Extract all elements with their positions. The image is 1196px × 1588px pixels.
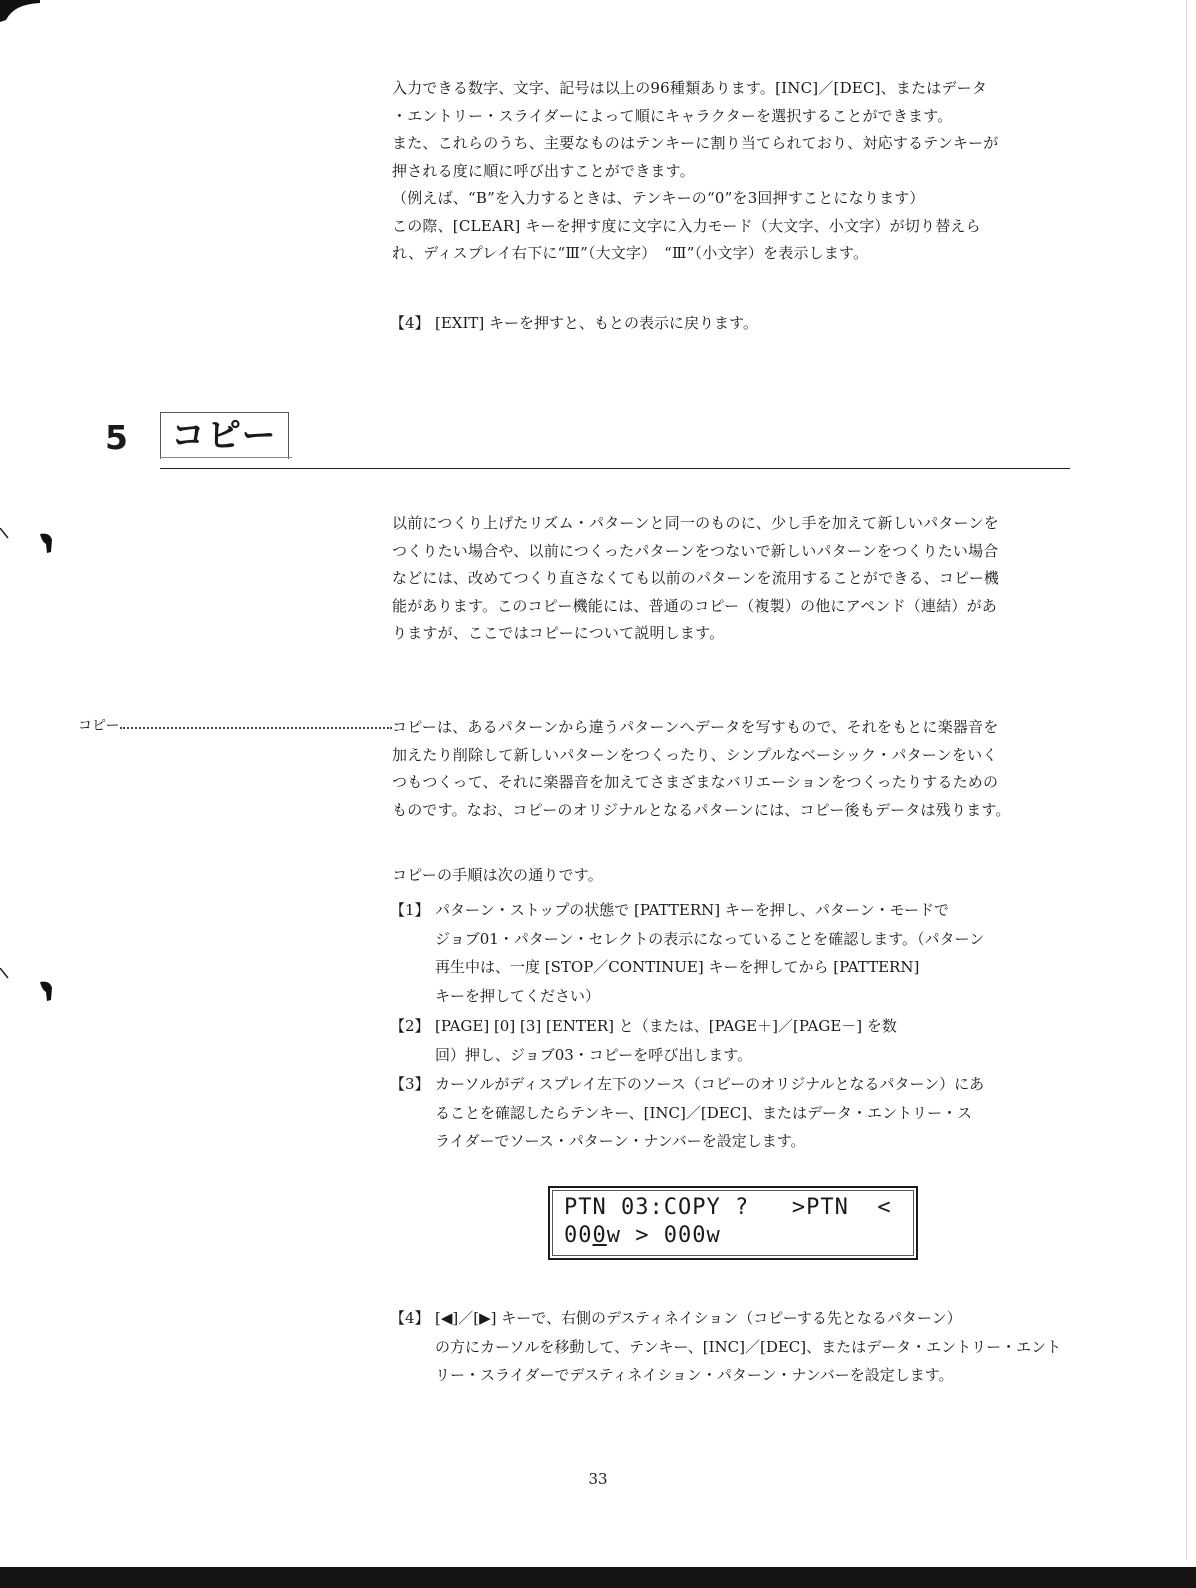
step-line: ジョブ01・パターン・セレクトの表示になっていることを確認します。（パターン (435, 929, 985, 948)
step-number: 【2】 (390, 1017, 430, 1035)
binder-hole-mark (38, 532, 54, 554)
lcd-display (548, 1186, 918, 1260)
step-line: リー・スライダーでデスティネイション・パターン・ナンバーを設定します。 (435, 1366, 954, 1384)
overview-paragraph (392, 510, 1072, 648)
binder-hole-mark (38, 980, 54, 1002)
page-number: 33 (588, 1470, 608, 1488)
text-line: りますが、ここではコピーについて説明します。 (392, 624, 725, 642)
text-line: コピーは、あるパターンから違うパターンへデータを写すもので、それをもとに楽器音を (392, 718, 999, 736)
scan-edge-line (1186, 0, 1187, 1560)
lcd-source-digits: 00 (564, 1223, 593, 1248)
title-underline (160, 457, 292, 458)
text-line: などには、改めてつくり直さなくても以前のパターンを流用することができる、コピー機 (392, 569, 1000, 587)
step-number: 【4】 (390, 314, 430, 332)
procedure-step-2 (390, 1012, 1080, 1069)
procedure-step-1 (390, 896, 1080, 1010)
scan-bottom-band (0, 1567, 1196, 1588)
copy-note-paragraph (392, 714, 1072, 824)
text-line: 押される度に順に呼び出すことができます。 (392, 161, 695, 180)
text-line: ものです。なお、コピーのオリジナルとなるパターンには、コピー後もデータは残ります。 (392, 800, 1011, 819)
step-line: の方にカーソルを移動して、テンキー、[INC]／[DEC]、またはデータ・エントリー・エント (435, 1337, 1062, 1356)
step-line: キーを押してください） (435, 986, 601, 1005)
text-line: つもつくって、それに楽器音を加えてさまざまなバリエーションをつくったりするための (392, 773, 999, 791)
section-number: 5 (105, 418, 128, 457)
text-line: れ、ディスプレイ右下に“Ⅲ”（大文字） “Ⅲ”（小文字）を表示します。 (392, 244, 869, 262)
step-line: 再生中は、一度 [STOP／CONTINUE] キーを押してから [PATTERN] (435, 958, 920, 976)
step-line: パターン・ストップの状態で [PATTERN] キーを押し、パターン・モードで (435, 901, 949, 919)
intro-step-4 (390, 309, 1080, 338)
dotted-leader (120, 727, 392, 729)
step-number: 【1】 (390, 901, 430, 919)
text-line: （例えば、“B”を入力するときは、テンキーの“0”を3回押すことになります） (392, 189, 925, 207)
intro-paragraph (392, 75, 1072, 268)
lcd-cursor: 0 (592, 1223, 607, 1248)
text-line: 入力できる数字、文字、記号は以上の96種類あります。[INC]／[DEC]、またはデータ (392, 79, 988, 97)
step-number: 【3】 (390, 1075, 430, 1093)
lcd-row-1: PTN 03:COPY ? >PTN < (564, 1195, 892, 1220)
step-line: カーソルがディスプレイ左下のソース（コピーのオリジナルとなるパターン）にあ (435, 1075, 985, 1093)
text-line: この際、[CLEAR] キーを押す度に文字に入力モード（大文字、小文字）が切り替えら (392, 216, 981, 235)
procedure-step-4 (390, 1304, 1080, 1390)
text-line: 能があります。このコピー機能には、普通のコピー（複製）の他にアペンド（連結）があ (392, 596, 998, 615)
text-line: ・エントリー・スライダーによって順にキャラクターを選択することができます。 (392, 106, 953, 125)
text-line: コピーの手順は次の通りです。 (392, 866, 604, 884)
scan-edge-tick (0, 528, 10, 546)
text-line: 以前につくり上げたリズム・パターンと同一のものに、少し手を加えて新しいパターンを (392, 514, 999, 532)
step-line: ライダーでソース・パターン・ナンバーを設定します。 (435, 1132, 806, 1150)
lcd-destination: w > 000w (606, 1223, 721, 1248)
step-line: ることを確認したらテンキー、[INC]／[DEC]、またはデータ・エントリー・ス (435, 1103, 973, 1122)
text-line: また、これらのうち、主要なものはテンキーに割り当てられており、対応するテンキーが (392, 134, 999, 152)
step-line: [◀]／[▶] キーで、右側のデスティネイション（コピーする先となるパターン） (435, 1309, 962, 1327)
margin-label: コピー (78, 718, 120, 734)
step-line: 回）押し、ジョブ03・コピーを呼び出します。 (435, 1045, 752, 1064)
step-number: 【4】 (390, 1309, 430, 1327)
step-line: [PAGE] [0] [3] [ENTER] と（または、[PAGE＋]／[PAGE－] を数 (435, 1017, 897, 1035)
step-text: [EXIT] キーを押すと、もとの表示に戻ります。 (435, 314, 758, 332)
section-title: コピー (160, 412, 289, 459)
procedure-step-3 (390, 1070, 1080, 1156)
scan-edge-tick (0, 968, 10, 986)
scan-corner-mark (0, 0, 40, 22)
section-rule (160, 468, 1070, 469)
lcd-frame (552, 1190, 914, 1256)
procedure-intro (392, 862, 1072, 890)
text-line: つくりたい場合や、以前につくったパターンをつないで新しいパターンをつくりたい場合 (392, 541, 999, 560)
text-line: 加えたり削除して新しいパターンをつくったり、シンプルなベーシック・パターンをいく (392, 745, 998, 764)
